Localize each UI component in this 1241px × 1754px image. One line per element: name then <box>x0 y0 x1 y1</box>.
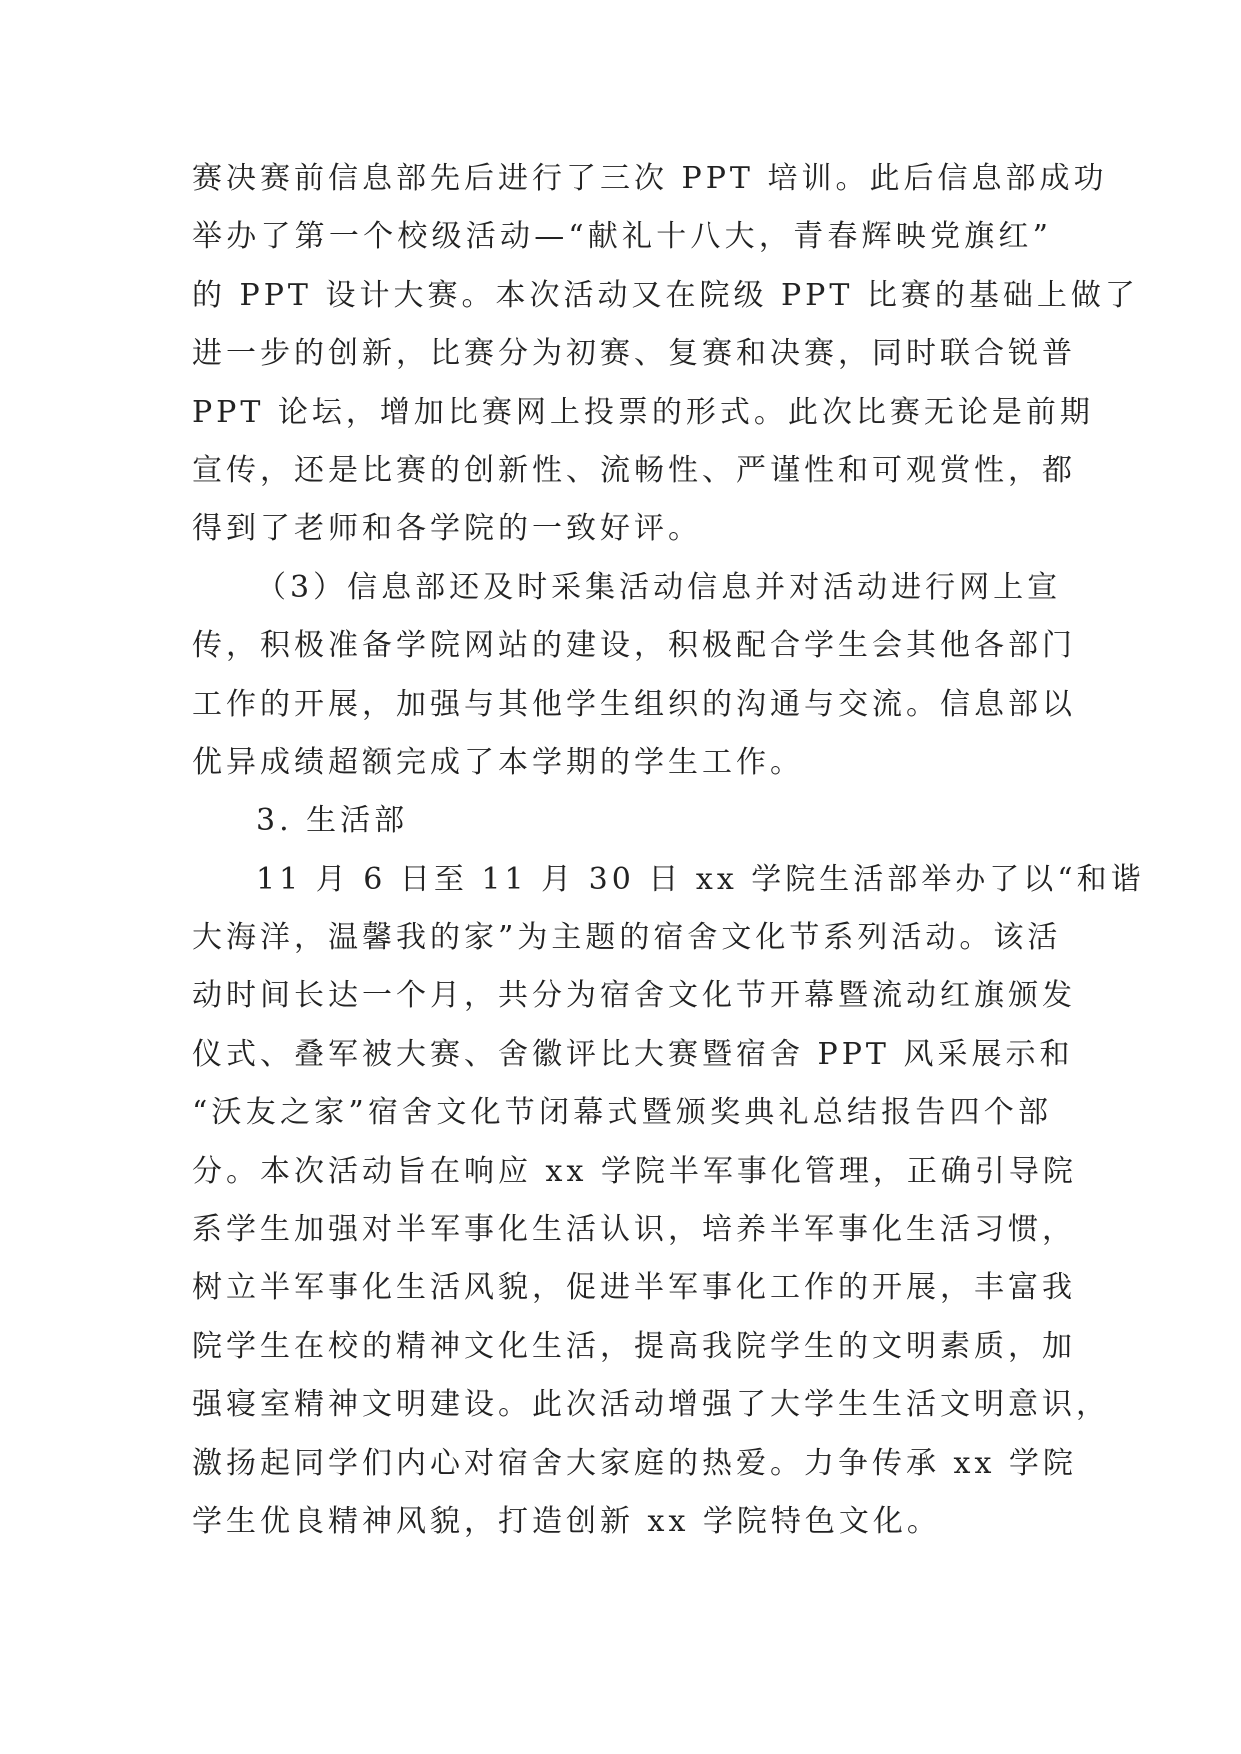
text-line: 的 PPT 设计大赛。本次活动又在院级 PPT 比赛的基础上做了 <box>192 277 1139 313</box>
text-line: 仪式、叠军被大赛、舍徽评比大赛暨宿舍 PPT 风采展示和 <box>192 1036 1074 1072</box>
text-line: 举办了第一个校级活动—“献礼十八大，青春辉映党旗红” <box>192 219 1052 255</box>
text-line: 进一步的创新，比赛分为初赛、复赛和决赛，同时联合锐普 <box>192 336 1076 372</box>
text-line: 院学生在校的精神文化生活，提高我院学生的文明素质，加 <box>192 1328 1076 1364</box>
section-heading: 3. 生活部 <box>256 803 409 839</box>
text-line: 得到了老师和各学院的一致好评。 <box>192 511 702 547</box>
text-line: （3）信息部还及时采集活动信息并对活动进行网上宣 <box>256 569 1062 605</box>
text-line: 系学生加强对半军事化生活认识，培养半军事化生活习惯， <box>192 1212 1076 1248</box>
text-line: 树立半军事化生活风貌，促进半军事化工作的开展，丰富我 <box>192 1270 1076 1306</box>
text-line: “沃友之家”宿舍文化节闭幕式暨颁奖典礼总结报告四个部 <box>192 1095 1052 1131</box>
text-line: 强寝室精神文明建设。此次活动增强了大学生生活文明意识， <box>192 1387 1110 1423</box>
text-line: 工作的开展，加强与其他学生组织的沟通与交流。信息部以 <box>192 686 1076 722</box>
text-line: 分。本次活动旨在响应 xx 学院半军事化管理，正确引导院 <box>192 1153 1077 1189</box>
text-line: 宣传，还是比赛的创新性、流畅性、严谨性和可观赏性，都 <box>192 452 1076 488</box>
text-line: 动时间长达一个月，共分为宿舍文化节开幕暨流动红旗颁发 <box>192 978 1076 1014</box>
text-line: 11 月 6 日至 11 月 30 日 xx 学院生活部举办了以“和谐 <box>256 861 1145 897</box>
text-line: 激扬起同学们内心对宿舍大家庭的热爱。力争传承 xx 学院 <box>192 1445 1077 1481</box>
text-line: PPT 论坛，增加比赛网上投票的形式。此次比赛无论是前期 <box>192 394 1094 430</box>
text-line: 大海洋，温馨我的家”为主题的宿舍文化节系列活动。该活 <box>192 920 1062 956</box>
document-body <box>192 150 1145 1551</box>
text-line: 学生优良精神风貌，打造创新 xx 学院特色文化。 <box>192 1503 941 1539</box>
text-line: 赛决赛前信息部先后进行了三次 PPT 培训。此后信息部成功 <box>192 161 1108 196</box>
text-line: 传，积极准备学院网站的建设，积极配合学生会其他各部门 <box>192 628 1076 664</box>
text-line: 优异成绩超额完成了本学期的学生工作。 <box>192 744 804 780</box>
